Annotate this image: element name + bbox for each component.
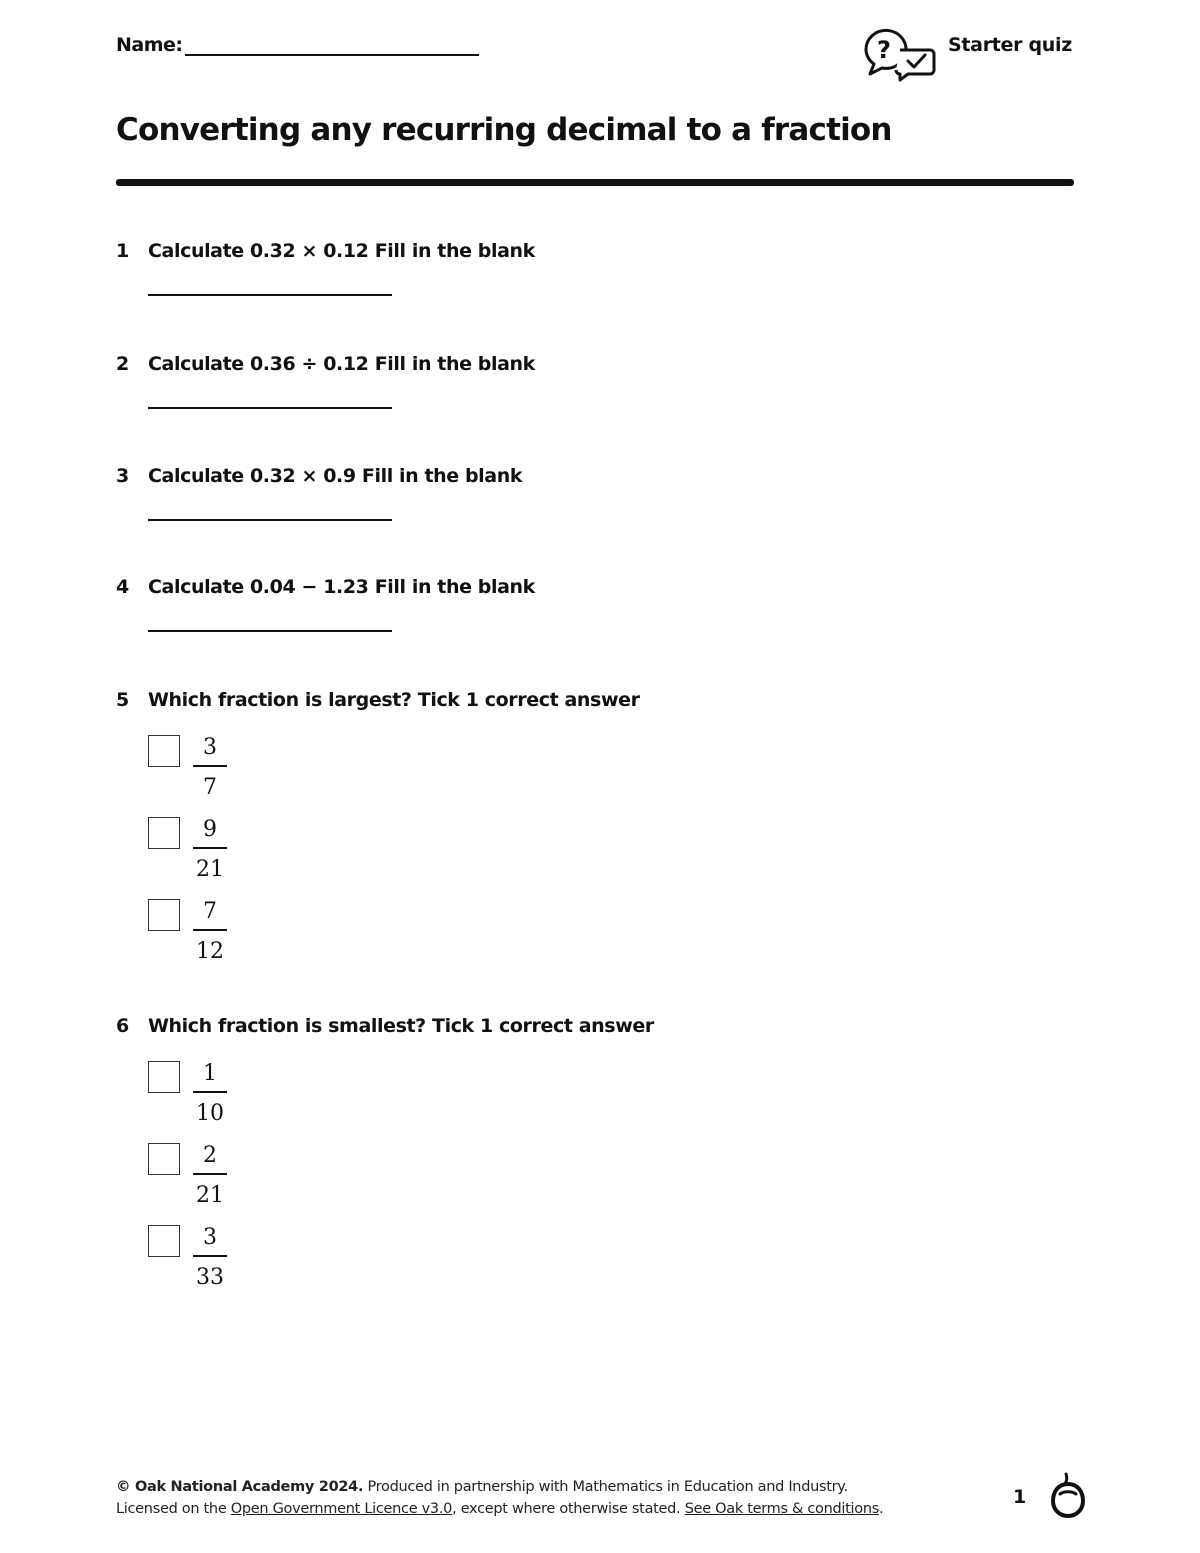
question-text: Which fraction is largest? Tick 1 correct answer — [148, 689, 640, 711]
fraction-denominator: 21 — [196, 1183, 224, 1208]
quiz-badge — [862, 28, 1072, 84]
fraction-numerator: 7 — [203, 899, 217, 924]
tick-box[interactable] — [148, 1061, 180, 1093]
question-number: 5 — [116, 689, 129, 711]
answer-option — [148, 815, 640, 897]
page-title: Converting any recurring decimal to a fraction — [116, 112, 892, 148]
fraction — [193, 1141, 227, 1211]
fraction-denominator: 21 — [196, 857, 224, 882]
fraction — [193, 815, 227, 885]
fraction-bar — [193, 847, 227, 849]
terms-link[interactable]: See Oak terms & conditions — [684, 1501, 879, 1517]
question-text: Which fraction is smallest? Tick 1 correct answer — [148, 1015, 654, 1037]
question-number: 1 — [116, 240, 129, 262]
fraction-numerator: 1 — [203, 1061, 217, 1086]
fraction-numerator: 9 — [203, 817, 217, 842]
question-6 — [116, 1015, 654, 1305]
fraction-denominator: 7 — [203, 775, 217, 800]
fraction-bar — [193, 765, 227, 767]
fraction — [193, 1059, 227, 1129]
answer-option — [148, 1223, 654, 1305]
fraction-bar — [193, 929, 227, 931]
question-text: Calculate 0.32 × 0.9 Fill in the blank — [148, 465, 523, 487]
footer-terms-suffix: . — [878, 1501, 884, 1517]
answer-option — [148, 897, 640, 979]
footer-line-1 — [116, 1476, 883, 1498]
footer-org: © Oak National Academy 2024. — [116, 1479, 364, 1495]
name-input-line[interactable] — [185, 34, 479, 56]
name-label: Name: — [116, 34, 183, 56]
fraction-numerator: 3 — [203, 1225, 217, 1250]
fraction-bar — [193, 1173, 227, 1175]
fraction-bar — [193, 1255, 227, 1257]
question-4 — [116, 576, 535, 632]
question-text: Calculate 0.36 ÷ 0.12 Fill in the blank — [148, 353, 535, 375]
fraction — [193, 733, 227, 803]
answer-options — [148, 733, 640, 979]
answer-options — [148, 1059, 654, 1305]
title-divider — [116, 179, 1074, 186]
question-text: Calculate 0.32 × 0.12 Fill in the blank — [148, 240, 535, 262]
answer-option — [148, 1141, 654, 1223]
footer-line-2 — [116, 1498, 883, 1520]
footer-partnership: Produced in partnership with Mathematics in Education and Industry. — [363, 1479, 848, 1495]
footer-licensed-prefix: Licensed on the — [116, 1501, 231, 1517]
question-number: 4 — [116, 576, 129, 598]
question-text: Calculate 0.04 − 1.23 Fill in the blank — [148, 576, 535, 598]
question-number: 3 — [116, 465, 129, 487]
fraction — [193, 897, 227, 967]
answer-option — [148, 1059, 654, 1141]
fraction-denominator: 33 — [196, 1265, 224, 1290]
quiz-question-icon — [862, 28, 936, 84]
answer-blank[interactable] — [148, 294, 392, 296]
question-3 — [116, 465, 522, 521]
fraction-denominator: 10 — [196, 1101, 224, 1126]
oak-acorn-logo-icon — [1050, 1472, 1086, 1518]
answer-blank[interactable] — [148, 519, 392, 521]
fraction-numerator: 2 — [203, 1143, 217, 1168]
quiz-type-label: Starter quiz — [948, 34, 1073, 56]
licence-link[interactable]: Open Government Licence v3.0 — [230, 1501, 453, 1517]
tick-box[interactable] — [148, 817, 180, 849]
tick-box[interactable] — [148, 899, 180, 931]
fraction-numerator: 3 — [203, 735, 217, 760]
tick-box[interactable] — [148, 1143, 180, 1175]
tick-box[interactable] — [148, 1225, 180, 1257]
question-1 — [116, 240, 535, 296]
fraction — [193, 1223, 227, 1293]
answer-blank[interactable] — [148, 630, 392, 632]
svg-text:?: ? — [877, 36, 891, 64]
question-number: 6 — [116, 1015, 129, 1037]
fraction-denominator: 12 — [196, 939, 224, 964]
question-5 — [116, 689, 640, 979]
answer-blank[interactable] — [148, 407, 392, 409]
question-2 — [116, 353, 535, 409]
question-number: 2 — [116, 353, 129, 375]
name-row — [116, 34, 479, 56]
answer-option — [148, 733, 640, 815]
footer-licensed-suffix: , except where otherwise stated. — [452, 1501, 685, 1517]
fraction-bar — [193, 1091, 227, 1093]
tick-box[interactable] — [148, 735, 180, 767]
page-number: 1 — [1013, 1486, 1027, 1508]
footer-credits — [116, 1476, 883, 1520]
